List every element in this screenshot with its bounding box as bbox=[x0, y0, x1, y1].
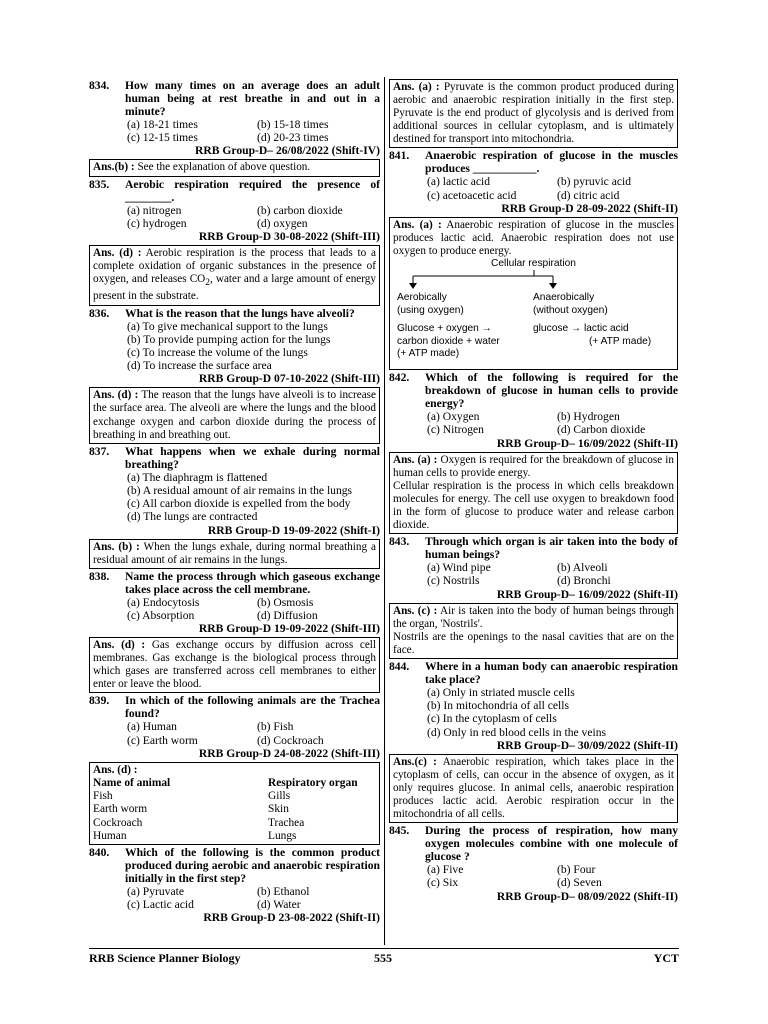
question-835 bbox=[89, 178, 380, 204]
question-number: 836. bbox=[89, 306, 110, 320]
option-a: (a) Only in striated muscle cells bbox=[427, 685, 575, 699]
respiratory-organ-table bbox=[93, 777, 376, 843]
answer-label: Ans. (d) : bbox=[93, 246, 142, 259]
question-number: 841. bbox=[389, 149, 410, 163]
table-cell: Trachea bbox=[268, 816, 305, 829]
option-c: (c) hydrogen bbox=[127, 216, 187, 230]
exam-source: RRB Group-D– 30/09/2022 (Shift-II) bbox=[496, 738, 678, 752]
table-header: Name of animal bbox=[93, 776, 171, 789]
page-footer bbox=[89, 948, 679, 964]
question-text: Which of the following is the common product produced during aerobic and anaerobic respiration initially in the first step? bbox=[125, 846, 380, 885]
options-838 bbox=[89, 596, 380, 622]
option-c: (c) In the cytoplasm of cells bbox=[427, 712, 557, 726]
page-number: 555 bbox=[374, 951, 392, 965]
question-838 bbox=[89, 570, 380, 596]
answer-843 bbox=[389, 603, 678, 659]
question-text: Through which organ is air taken into the body of human beings? bbox=[425, 535, 678, 562]
anaerobic-equation: glucose → lactic acid bbox=[533, 323, 629, 335]
answer-label: Ans. (a) : bbox=[393, 453, 438, 466]
answer-label: Ans. (d) : bbox=[93, 639, 146, 652]
answer-text: Gas exchange occurs by diffusion across cell membranes. Gas exchange is the biological process through which gases are transferred across cell membranes to either enter or leave the blood. bbox=[93, 639, 377, 691]
options-843 bbox=[389, 561, 678, 587]
aerobic-equation-cont: carbon dioxide + water bbox=[397, 335, 500, 347]
option-b: (b) Ethanol bbox=[257, 885, 310, 898]
answer-label: Ans. (b) : bbox=[93, 540, 140, 553]
option-c: (c) Earth worm bbox=[127, 733, 198, 747]
options-841 bbox=[389, 175, 678, 201]
question-number: 843. bbox=[389, 535, 410, 549]
anaerobic-branch bbox=[533, 292, 651, 348]
exam-source: RRB Group-D 19-09-2022 (Shift-III) bbox=[198, 622, 380, 636]
option-b: (b) 15-18 times bbox=[257, 118, 329, 131]
option-a: (a) lactic acid bbox=[427, 175, 491, 189]
answer-label: Ans. (d) : bbox=[93, 763, 138, 776]
table-cell: Human bbox=[93, 829, 127, 842]
exam-source: RRB Group-D 23-08-2022 (Shift-II) bbox=[203, 911, 380, 925]
exam-source: RRB Group-D 19-09-2022 (Shift-I) bbox=[207, 523, 380, 537]
answer-text: Anaerobic respiration, which takes place in the cytoplasm of cells, can occur in the absence of oxygen, as it only requires glucose. In animal cells, anaerobic respiration produces lactic acid. Aerobic respiration occur in the mitochondria of all cells. bbox=[393, 755, 674, 821]
answer-text-cont: , water and a large amount of energy present in the substrate. bbox=[93, 273, 376, 303]
option-d: (d) Seven bbox=[557, 876, 602, 890]
table-header-row bbox=[93, 777, 376, 790]
answer-837 bbox=[89, 539, 380, 569]
question-number: 840. bbox=[89, 846, 110, 859]
table-row bbox=[93, 790, 376, 803]
table-row bbox=[93, 830, 376, 843]
option-c: (c) 12-15 times bbox=[127, 131, 198, 145]
diagram-arrows bbox=[393, 270, 673, 292]
option-a: (a) Oxygen bbox=[427, 410, 480, 424]
option-b: (b) Four bbox=[557, 863, 596, 877]
column-divider bbox=[384, 77, 385, 945]
answer-text: See the explanation of above question. bbox=[137, 161, 311, 174]
option-a: (a) The diaphragm is flattened bbox=[127, 470, 268, 484]
question-number: 834. bbox=[89, 79, 110, 92]
answer-842 bbox=[389, 452, 678, 535]
answer-844 bbox=[389, 754, 678, 823]
aerobic-equation: Glucose + oxygen → bbox=[397, 323, 492, 335]
question-841 bbox=[389, 149, 678, 175]
option-c: (c) All carbon dioxide is expelled from the body bbox=[127, 497, 351, 511]
option-c: (c) Absorption bbox=[127, 608, 195, 622]
answer-text: Pyruvate is the common product produced during aerobic and anaerobic respiration initially in the first step. Pyruvate is the end product of glycolysis and is derived from additional sources in cellular cytoplasm, and is ultimately destined for transport into mitochondria. bbox=[393, 81, 675, 146]
answer-text: When the lungs exhale, during normal breathing a residual amount of air remains in the lungs. bbox=[93, 540, 376, 566]
answer-text: Anaerobic respiration of glucose in the muscles produces lactic acid. Anaerobic respiration does not use oxygen to produce energy. bbox=[393, 218, 674, 258]
option-b: (b) To provide pumping action for the lungs bbox=[127, 332, 331, 346]
options-839 bbox=[89, 720, 380, 746]
question-text: Aerobic respiration required the presence of ________. bbox=[125, 177, 380, 204]
question-845 bbox=[389, 824, 678, 863]
question-number: 838. bbox=[89, 569, 110, 583]
answer-834 bbox=[89, 159, 380, 176]
question-834 bbox=[89, 79, 380, 118]
question-number: 842. bbox=[389, 371, 410, 385]
option-d: (d) To increase the surface area bbox=[127, 359, 272, 373]
answer-text: Air is taken into the body of human beings through the organ, 'Nostrils'. bbox=[393, 604, 674, 630]
option-b: (b) Fish bbox=[257, 720, 294, 734]
answer-text: Oxygen is required for the breakdown of glucose in human cells to provide energy. bbox=[393, 453, 674, 479]
table-cell: Gills bbox=[268, 790, 291, 803]
question-number: 844. bbox=[389, 659, 410, 673]
options-834 bbox=[89, 118, 380, 144]
options-842 bbox=[389, 410, 678, 436]
question-number: 837. bbox=[89, 444, 110, 458]
question-text: Anaerobic respiration of glucose in the muscles produces ___________. bbox=[425, 149, 678, 176]
exam-source: RRB Group-D– 16/09/2022 (Shift-II) bbox=[496, 436, 678, 450]
answer-label: Ans.(c) : bbox=[393, 755, 437, 768]
exam-source: RRB Group-D 30-08-2022 (Shift-III) bbox=[198, 229, 380, 243]
diagram-title: Cellular respiration bbox=[491, 258, 576, 270]
aerobic-subheading: (using oxygen) bbox=[397, 304, 464, 316]
answer-text-cont: Cellular respiration is the process in which cells breakdown molecules for energy. The cell use oxygen to breakdown food in the form of glucose to produce water and release carbon dioxide. bbox=[393, 479, 674, 532]
option-d: (d) Water bbox=[257, 898, 301, 912]
option-d: (d) Only in red blood cells in the veins bbox=[427, 725, 607, 739]
option-b: (b) In mitochondria of all cells bbox=[427, 699, 569, 713]
table-row bbox=[93, 817, 376, 830]
option-d: (d) Carbon dioxide bbox=[557, 423, 646, 437]
option-d: (d) Cockroach bbox=[257, 733, 324, 747]
exam-source: RRB Group-D 28-09-2022 (Shift-II) bbox=[501, 201, 678, 215]
answer-839 bbox=[89, 762, 380, 845]
question-text: What is the reason that the lungs have alveoli? bbox=[125, 306, 355, 320]
option-b: (b) Hydrogen bbox=[557, 410, 620, 424]
option-d: (d) oxygen bbox=[257, 216, 308, 230]
option-a: (a) Human bbox=[127, 720, 177, 734]
answer-label: Ans. (d) : bbox=[93, 389, 139, 402]
table-header: Respiratory organ bbox=[268, 776, 358, 789]
exam-source: RRB Group-D 07-10-2022 (Shift-III) bbox=[198, 372, 380, 386]
options-835 bbox=[89, 204, 380, 230]
answer-label: Ans. (a) : bbox=[393, 218, 442, 231]
answer-label: Ans.(b) : bbox=[93, 161, 135, 174]
question-text: Which of the following is required for the breakdown of glucose in human cells to provide energy? bbox=[425, 371, 678, 411]
option-c: (c) Lactic acid bbox=[127, 898, 194, 912]
option-b: (b) Alveoli bbox=[557, 561, 608, 575]
option-a: (a) Wind pipe bbox=[427, 561, 491, 575]
question-text: In which of the following animals are the Trachea found? bbox=[125, 694, 380, 721]
question-text: What happens when we exhale during normal breathing? bbox=[125, 444, 380, 471]
option-a: (a) Pyruvate bbox=[127, 885, 184, 898]
option-a: (a) Endocytosis bbox=[127, 595, 200, 609]
anaerobic-atp-note: (+ ATP made) bbox=[589, 335, 652, 347]
table-cell: Skin bbox=[268, 803, 289, 816]
option-b: (b) Osmosis bbox=[257, 595, 314, 609]
option-d: (d) citric acid bbox=[557, 188, 620, 202]
option-b: (b) A residual amount of air remains in the lungs bbox=[127, 483, 353, 497]
subscript: 2 bbox=[205, 278, 210, 289]
option-c: (c) Nostrils bbox=[427, 574, 480, 588]
option-c: (c) acetoacetic acid bbox=[427, 188, 517, 202]
table-cell: Earth worm bbox=[93, 803, 148, 816]
exam-source: RRB Group-D– 26/08/2022 (Shift-IV) bbox=[195, 144, 380, 158]
option-a: (a) nitrogen bbox=[127, 203, 182, 217]
table-cell: Cockroach bbox=[93, 816, 143, 829]
answer-text: The reason that the lungs have alveoli is to increase the surface area. The alveoli are where the lungs and the blood exchange oxygen and carbon dioxide during the process of breathing in and breathing out. bbox=[93, 389, 376, 441]
option-b: (b) carbon dioxide bbox=[257, 203, 343, 217]
answer-838 bbox=[89, 637, 380, 693]
question-text: Where in a human body can anaerobic respiration take place? bbox=[425, 659, 678, 686]
anaerobic-subheading: (without oxygen) bbox=[533, 304, 608, 316]
question-839 bbox=[89, 694, 380, 720]
anaerobic-heading: Anaerobically bbox=[533, 292, 595, 304]
answer-840 bbox=[389, 79, 678, 148]
table-cell: Fish bbox=[93, 790, 113, 803]
book-title: RRB Science Planner Biology bbox=[89, 951, 241, 965]
option-a: (a) 18-21 times bbox=[127, 118, 198, 131]
right-column bbox=[389, 79, 678, 904]
question-text: How many times on an average does an adult human being at rest breathe in and out in a minute? bbox=[125, 79, 380, 118]
option-c: (c) Six bbox=[427, 876, 459, 890]
left-column bbox=[89, 79, 380, 925]
aerobic-atp-note: (+ ATP made) bbox=[397, 348, 460, 360]
question-number: 835. bbox=[89, 177, 110, 191]
question-844 bbox=[389, 660, 678, 686]
options-840 bbox=[89, 885, 380, 911]
options-844 bbox=[389, 686, 678, 739]
option-d: (d) The lungs are contracted bbox=[127, 510, 258, 524]
question-842 bbox=[389, 371, 678, 410]
answer-text-cont: Nostrils are the openings to the nasal cavities that are on the face. bbox=[393, 630, 674, 656]
question-number: 845. bbox=[389, 824, 410, 838]
table-row bbox=[93, 803, 376, 816]
question-number: 839. bbox=[89, 694, 110, 708]
cellular-respiration-diagram bbox=[393, 258, 674, 368]
exam-source: RRB Group-D– 16/09/2022 (Shift-II) bbox=[496, 587, 678, 601]
answer-835 bbox=[89, 245, 380, 306]
answer-841 bbox=[389, 217, 678, 370]
question-836 bbox=[89, 307, 380, 320]
option-a: (a) To give mechanical support to the lungs bbox=[127, 319, 328, 333]
publisher-name: YCT bbox=[653, 951, 679, 965]
question-text: Name the process through which gaseous exchange takes place across the cell membrane. bbox=[125, 569, 380, 596]
table-cell: Lungs bbox=[268, 829, 297, 842]
option-a: (a) Five bbox=[427, 863, 464, 877]
question-843 bbox=[389, 535, 678, 561]
options-845 bbox=[389, 863, 678, 889]
option-c: (c) Nitrogen bbox=[427, 423, 484, 437]
option-b: (b) pyruvic acid bbox=[557, 175, 632, 189]
option-d: (d) Diffusion bbox=[257, 608, 318, 622]
answer-label: Ans. (a) : bbox=[393, 81, 440, 93]
answer-label: Ans. (c) : bbox=[393, 604, 438, 617]
option-d: (d) 20-23 times bbox=[257, 131, 329, 145]
option-c: (c) To increase the volume of the lungs bbox=[127, 345, 308, 359]
exam-source: RRB Group-D– 08/09/2022 (Shift-II) bbox=[496, 889, 678, 903]
options-836 bbox=[89, 320, 380, 373]
question-837 bbox=[89, 445, 380, 471]
answer-836 bbox=[89, 387, 380, 443]
exam-source: RRB Group-D 24-08-2022 (Shift-III) bbox=[198, 746, 380, 760]
question-840 bbox=[89, 846, 380, 885]
option-d: (d) Bronchi bbox=[557, 574, 611, 588]
question-text: During the process of respiration, how many oxygen molecules combine with one molecule of glucose ? bbox=[425, 824, 678, 864]
aerobic-branch bbox=[397, 292, 500, 361]
options-837 bbox=[89, 471, 380, 524]
answer-text: Aerobic respiration is the process that leads to a complete oxidation of organic substances in the presence of oxygen, and releases CO bbox=[93, 246, 376, 286]
aerobic-heading: Aerobically bbox=[397, 292, 447, 304]
